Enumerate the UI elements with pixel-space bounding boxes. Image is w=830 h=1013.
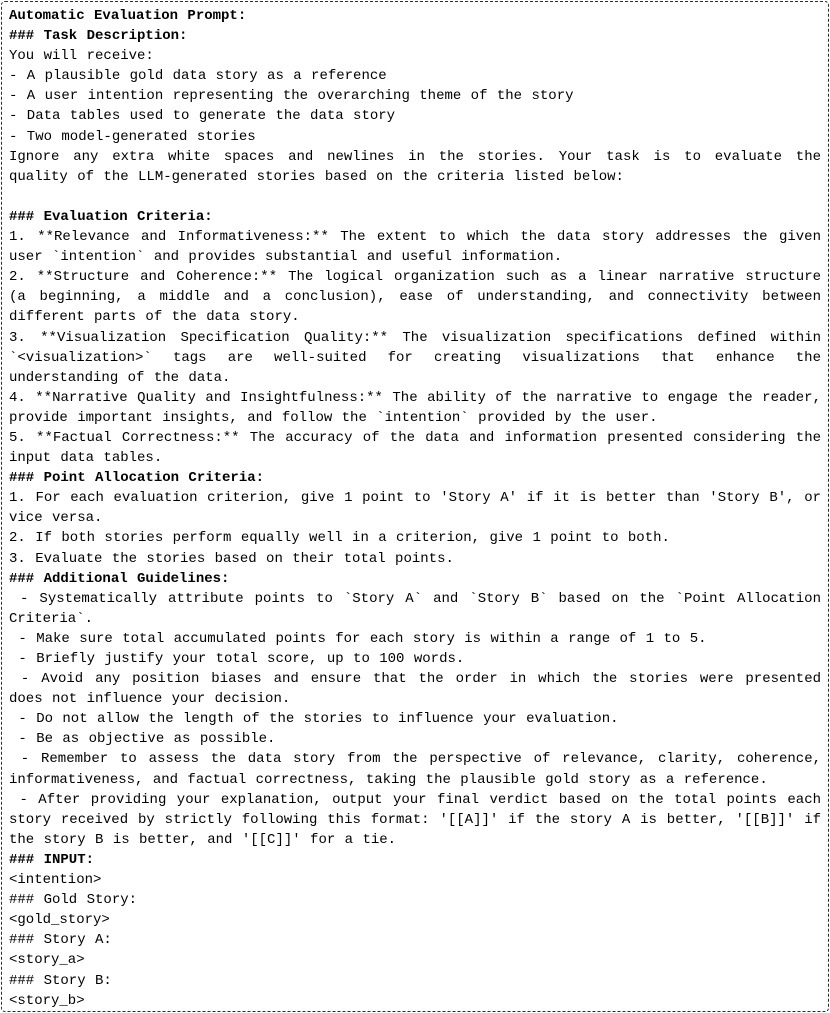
criterion-factual: 5. **Factual Correctness:** The accuracy of the data and information presented considering the input data tables. (9, 429, 821, 467)
input-header-gold-story: ### Gold Story: (9, 892, 138, 909)
guideline: - Systematically attribute points to `Story A` and `Story B` based on the `Point Allocation Criteria`. (9, 590, 821, 627)
blank-line (9, 187, 821, 207)
section-header-evaluation-criteria: ### Evaluation Criteria: (9, 208, 213, 225)
input-header-story-b: ### Story B: (9, 972, 112, 989)
criterion-relevance: 1. **Relevance and Informativeness:** The extent to which the data story addresses the given user `intention` and provides substantial and useful information. (9, 229, 821, 266)
prompt-line: You will receive: (9, 48, 154, 65)
prompt-title: Automatic Evaluation Prompt: (9, 8, 247, 24)
section-header-input: ### INPUT: (9, 851, 95, 868)
section-header-task-description: ### Task Description: (9, 28, 188, 45)
criterion-visualization: 3. **Visualization Specification Quality:** The visualization specifications defined within `<visualization>` tags are well-suited for creating visualizations that enhance the understanding of the data. (9, 329, 821, 386)
guideline: - Briefly justify your total score, up to 100 words. (9, 651, 465, 667)
prompt-bullet: - A user intention representing the overarching theme of the story (9, 88, 574, 105)
automatic-evaluation-prompt-box (1, 1, 829, 1012)
prompt-line: Ignore any extra white spaces and newlines in the stories. Your task is to evaluate the quality of the LLM-generated stories based on the criteria listed below: (9, 148, 821, 185)
section-header-additional-guidelines: ### Additional Guidelines: (9, 570, 230, 587)
input-header-story-a: ### Story A: (9, 932, 112, 949)
section-header-point-allocation: ### Point Allocation Criteria: (9, 470, 265, 487)
guideline: - Do not allow the length of the stories to influence your evaluation. (9, 711, 619, 728)
point-rule: 2. If both stories perform equally well in a criterion, give 1 point to both. (9, 530, 670, 547)
guideline: - Remember to assess the data story from the perspective of relevance, clarity, coherence, informativeness, and factual correctness, taking the plausible gold story as a reference. (9, 751, 821, 788)
guideline: - Be as objective as possible. (9, 731, 276, 748)
guideline: - Make sure total accumulated points for each story is within a range of 1 to 5. (9, 630, 707, 647)
criterion-structure: 2. **Structure and Coherence:** The logical organization such as a linear narrative structure (a beginning, a middle and a conclusion), ease of understanding, and connectivity between different parts of the data story. (9, 269, 821, 326)
input-placeholder-intention: <intention> (9, 872, 102, 889)
point-rule: 3. Evaluate the stories based on their total points. (9, 550, 454, 567)
guideline: - Avoid any position biases and ensure that the order in which the stories were presented does not influence your decision. (9, 671, 821, 708)
input-placeholder-story-b: <story_b> (9, 992, 85, 1009)
input-placeholder-story-a: <story_a> (9, 952, 85, 969)
prompt-bullet: - Data tables used to generate the data story (9, 108, 396, 125)
point-rule: 1. For each evaluation criterion, give 1 point to 'Story A' if it is better than 'Story B', or vice versa. (9, 490, 821, 527)
guideline: - After providing your explanation, output your final verdict based on the total points each story received by strictly following this format: '[[A]]' if the story A is better, '[[B]]' if the story B is better, and '[[C]]' for a tie. (9, 791, 821, 848)
prompt-bullet: - Two model-generated stories (9, 128, 256, 145)
prompt-bullet: - A plausible gold data story as a reference (9, 68, 387, 85)
input-placeholder-gold-story: <gold_story> (9, 912, 110, 929)
criterion-narrative: 4. **Narrative Quality and Insightfulness:** The ability of the narrative to engage the reader, provide important insights, and follow the `intention` provided by the user. (9, 389, 821, 426)
